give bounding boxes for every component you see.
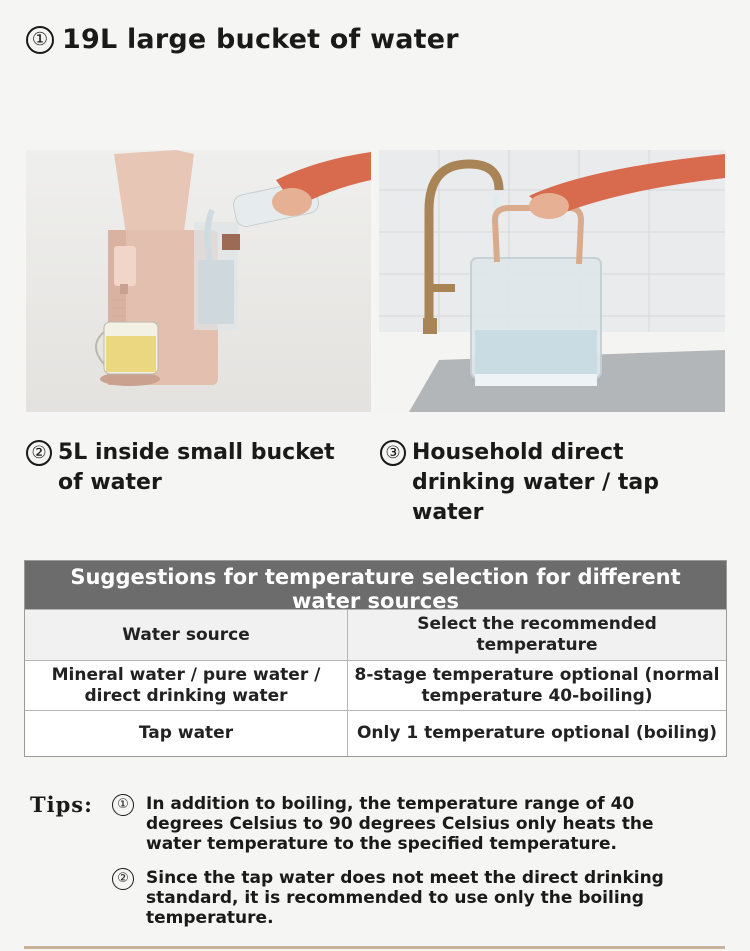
tip-text: In addition to boiling, the temperature range of 40 degrees Celsius to 90 degrees Celsius only heats the water temperature to the specified temperature. [146, 794, 654, 854]
tips-label: Tips: [30, 792, 93, 817]
tip-text: Since the tap water does not meet the direct drinking standard, it is recommended to use only the boiling temperature. [146, 868, 664, 928]
faucet-bucket-illustration [379, 150, 725, 412]
caption-text: 5L inside small bucket of water [58, 440, 335, 495]
header-water-source: Water source [25, 610, 348, 661]
water-dispenser-photo [26, 150, 371, 412]
number-badge: ① [112, 794, 134, 816]
number-badge: ② [26, 440, 52, 466]
bottom-divider [24, 946, 725, 949]
table-body [25, 609, 726, 756]
faucet-bucket-photo [379, 150, 725, 412]
table-title: Suggestions for temperature selection for different water sources [25, 561, 726, 609]
number-badge: ② [112, 868, 134, 890]
table-cell: Tap water [25, 711, 348, 757]
section-heading [26, 24, 459, 55]
table-cell: Only 1 temperature optional (boiling) [348, 711, 727, 757]
tip-item [112, 794, 672, 854]
number-badge: ③ [380, 440, 406, 466]
table-cell: Mineral water / pure water / direct drinking water [25, 661, 348, 711]
number-badge: ① [26, 26, 54, 54]
table-header-row [25, 610, 726, 661]
tip-item [112, 868, 672, 928]
caption-text: Household direct drinking water / tap water [412, 440, 659, 525]
section-heading-text: 19L large bucket of water [62, 24, 459, 55]
caption-tap-water [380, 438, 700, 528]
caption-small-bucket [26, 438, 356, 498]
table-row [25, 661, 726, 711]
temperature-table [24, 560, 727, 757]
water-dispenser-illustration [26, 150, 371, 412]
table-row [25, 711, 726, 757]
header-recommended-temperature: Select the recommended temperature [348, 610, 727, 661]
table-cell: 8-stage temperature optional (normal temperature 40-boiling) [348, 661, 727, 711]
